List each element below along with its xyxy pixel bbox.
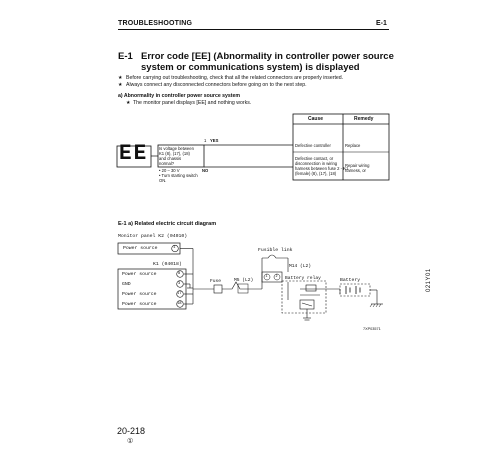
title-code: E-1 [118, 51, 133, 62]
cause-header: Cause [308, 116, 324, 122]
revision-mark: ① [127, 438, 134, 445]
condition-line: • 20 – 30 V [159, 168, 180, 173]
k1-pin: 8 [178, 272, 181, 276]
relay-pin: 1 [265, 274, 268, 279]
header-section: TROUBLESHOOTING [118, 20, 193, 27]
cause-line: Defective controller [295, 143, 331, 148]
monitor-panel-label: Monitor panel K2 (04010) [118, 234, 188, 239]
remedy-header: Remedy [354, 116, 374, 122]
fusible-link-label: Fusible link [258, 248, 293, 253]
k1-label: K1 (04018) [153, 262, 182, 267]
condition-line: • Turn starting switch [159, 173, 198, 178]
header-code: E-1 [376, 20, 387, 27]
m5-label: M5 (L2) [234, 278, 254, 283]
condition-line: ON. [159, 178, 167, 183]
question-line: K1 (8), (17), (18) [159, 151, 190, 156]
cause-line: harness between fuse 2 - K1 [295, 166, 349, 171]
section-a-note: ★ The monitor panel displays [EE] and nothing works. [126, 100, 252, 106]
k1-row-label: Power source [122, 272, 157, 277]
relay-pin: 2 [275, 274, 278, 279]
battery-label: Battery [340, 278, 361, 283]
yes-label: YES [210, 138, 219, 143]
k1-pin: 17 [177, 292, 182, 296]
section-a-note-text: The monitor panel displays [EE] and nothing works. [133, 100, 252, 106]
page-number: 20-218 [117, 426, 146, 436]
bullet-1: ★ Before carrying out troubleshooting, check that all the related connectors are properly inserted. [118, 75, 344, 81]
remedy-line: harness, or [345, 168, 366, 173]
bullet-1-text: Before carrying out troubleshooting, check that all the related connectors are properly inserted. [126, 75, 344, 81]
question-line: normal? [159, 161, 175, 166]
k1-row-label: Power source [122, 302, 157, 307]
cause-line: (female) (8), (17), (18) [295, 171, 337, 176]
section-a-heading: a) Abnormality in controller power source system [118, 93, 241, 99]
fuse-label: Fuse [210, 279, 222, 284]
remedy-line: Replace [345, 143, 361, 148]
battery-relay-label: Battery relay [285, 276, 321, 281]
diagram-title: E-1 a) Related electric circuit diagram [118, 221, 217, 227]
m14-label: M14 (L2) [289, 264, 312, 269]
remedy-line: Repair wiring [345, 163, 370, 168]
k2-pin: 1 [173, 246, 176, 250]
question-line: and chassis [159, 156, 182, 161]
figure-code: 7XP03571 [363, 327, 381, 331]
question-line: Is voltage between [159, 146, 194, 151]
cause-line: Defective contact, or [295, 156, 334, 161]
page-title: Error code [EE] (Abnormality in controller power source system or communications system) is displayed [141, 51, 394, 73]
bullet-2-text: Always connect any disconnected connectors before going on to the next step. [126, 82, 307, 88]
k1-row-label: GND [122, 282, 131, 287]
bullet-2: ★ Always connect any disconnected connectors before going on to the next step. [118, 82, 307, 88]
k1-pin: 18 [177, 302, 182, 306]
k1-pin: 3 [178, 282, 181, 286]
ee-display: EE [119, 142, 149, 167]
step-number: 1 [204, 138, 207, 143]
k2-power-label: Power source [123, 246, 158, 251]
no-label: NO [202, 168, 209, 173]
cause-line: disconnection in wiring [295, 161, 338, 166]
side-code: 021Y01 [426, 268, 432, 292]
k1-row-label: Power source [122, 292, 157, 297]
